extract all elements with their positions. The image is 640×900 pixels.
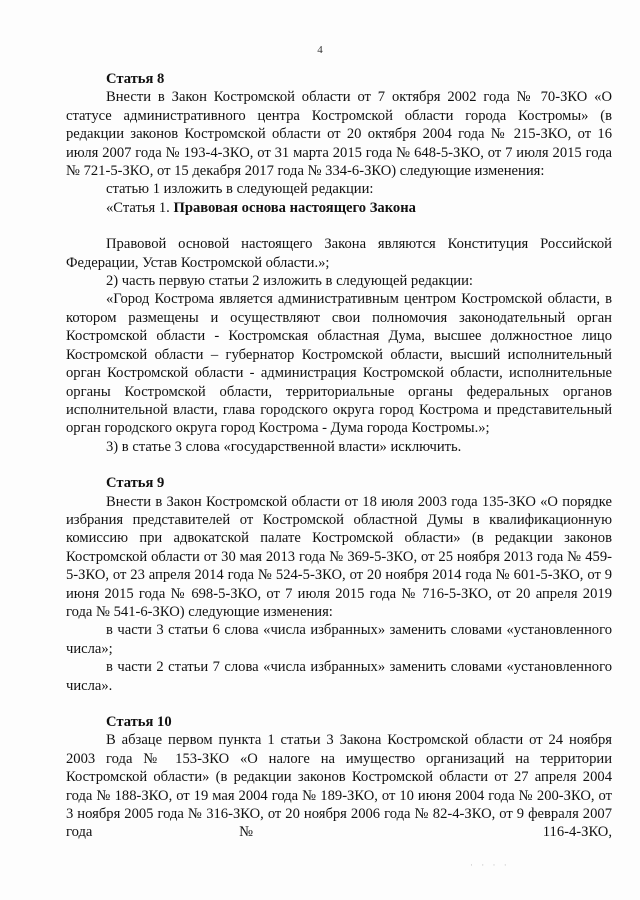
article-8-quote-prefix: «Статья 1. [106,199,174,216]
spacer [66,217,612,235]
article-9-item-1: в части 3 статьи 6 слова «числа избранных» заменить словами «установленного числа»; [66,622,612,657]
article-9-intro: Внести в Закон Костромской области от 18 июля 2003 года 135-ЗКО «О порядке избрания представителей от Костромской областной Думы в квалификационную комиссию при адвокатской палате Костромской области» (в редакции законов Костромской области от 30 мая 2013 года № 369-5-ЗКО, от 25 ноября 2013 года № 459-5-ЗКО, от 23 апреля 2014 года № 524-5-ЗКО, от 20 ноября 2014 года № 601-5-ЗКО, от 9 июня 2015 года № 698-5-ЗКО, от 7 июля 2015 года № 716-5-ЗКО, от 20 апреля 2019 года № 541-6-ЗКО) следующие изменения: [66,493,612,620]
article-8-legal-basis: Правовой основой настоящего Закона являются Конституция Российской Федерации, Устав Костромской области.»; [66,236,612,271]
article-9-heading: Статья 9 [106,475,165,492]
article-8-heading: Статья 8 [106,71,165,87]
article-10-heading: Статья 10 [106,714,172,730]
scan-artifact: · · · · [470,860,510,870]
spacer [66,456,612,474]
spacer [66,695,612,713]
article-8-item-2-text: «Город Кострома является административным центром Костромской области, в котором размещены и осуществляют свои полномочия законодательный орган Костромской области - Костромская областная Дума, высшее должностное лицо Костромской области – губернатор Костромской области, высший исполнительный орган Костромской области - администрация Костромской области, исполнительные органы Костромской области, территориальные органы федеральных органов исполнительной власти, глава городского округа город Кострома и представительный орган городского округа город Кострома - Дума города Костромы.»; [66,291,612,437]
article-10-intro: В абзаце первом пункта 1 статьи 3 Закона Костромской области от 24 ноября 2003 года № 153-ЗКО «О налоге на имущество организаций на территории Костромской области» (в редакции законов Костромской области от 27 апреля 2004 года № 188-ЗКО, от 19 мая 2004 года № 189-ЗКО, от 10 июня 2004 года № 200-ЗКО, от 3 ноября 2005 года № 316-ЗКО, от 20 ноября 2006 года № 82-4-ЗКО, от 9 февраля 2007 года № 116-4-ЗКО, [66,732,612,841]
document-body [66,70,612,842]
article-8-quote-heading [66,199,612,217]
page-number: 4 [317,44,323,56]
article-8-intro: Внести в Закон Костромской области от 7 октября 2002 года № 70-ЗКО «О статусе административного центра Костромской области города Костромы» (в редакции законов Костромской области от 20 октября 2004 года № 215-ЗКО, от 16 июля 2007 года № 193-4-ЗКО, от 31 марта 2015 года № 648-5-ЗКО, от 7 июля 2015 года № 721-5-ЗКО, от 15 декабря 2017 года № 334-6-ЗКО) следующие изменения: [66,89,612,180]
article-8-quote-title: Правовая основа настоящего Закона [173,199,416,216]
article-8-item-3: 3) в статье 3 слова «государственной власти» исключить. [106,438,462,455]
article-8-item-1: статью 1 изложить в следующей редакции: [106,181,374,198]
article-8-item-2: 2) часть первую статьи 2 изложить в следующей редакции: [106,273,473,290]
article-9-item-2: в части 2 статьи 7 слова «числа избранных» заменить словами «установленного числа». [66,659,612,694]
